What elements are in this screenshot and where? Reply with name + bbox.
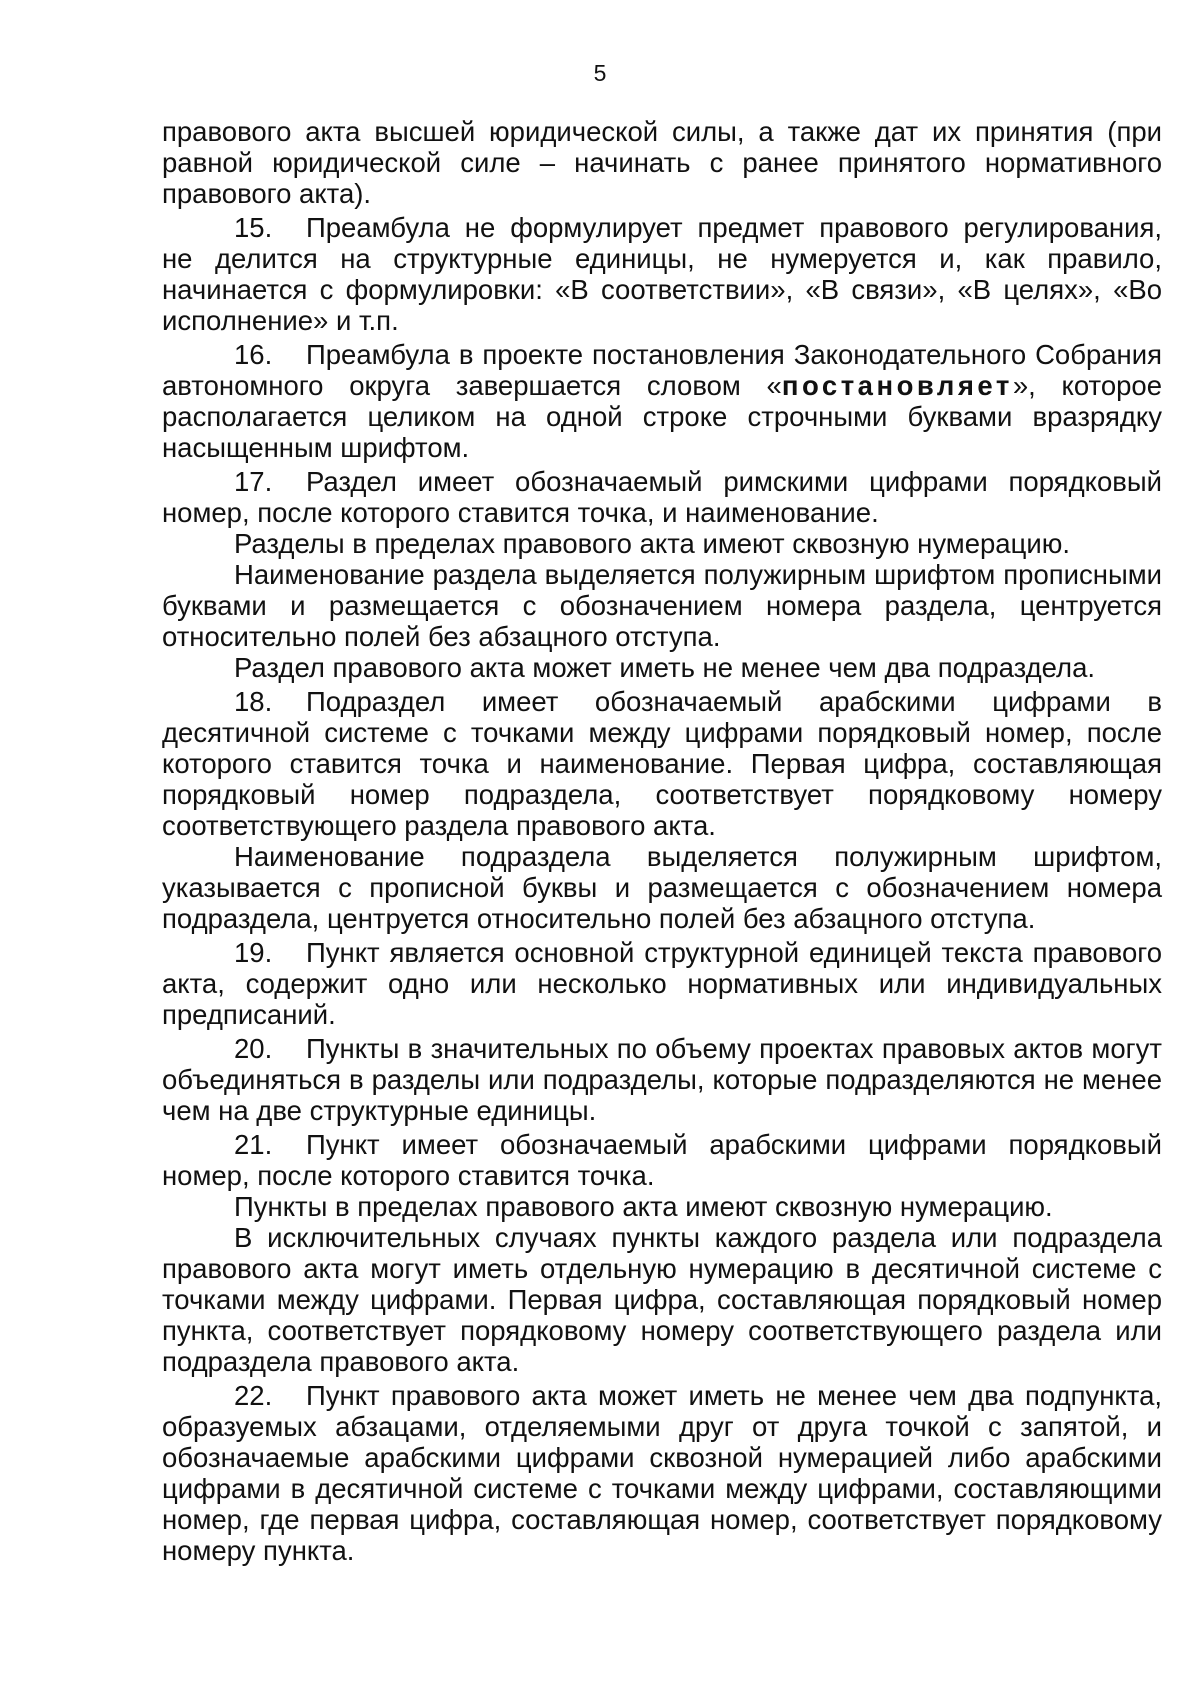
paragraph-text: Пункт правового акта может иметь не менее чем два подпункта, образуемых абзацами, отделяемыми друг от друга точкой с запятой, и обозначаемые арабскими цифрами сквозной нумерацией либо арабскими цифрами в десятичной системе с точками между цифрами, составляющими номер, где первая цифра, составляющая номер, соответствует порядковому номеру пункта. xyxy=(162,1380,1162,1566)
paragraph-text: Пункт имеет обозначаемый арабскими цифрами порядковый номер, после которого ставится точка. xyxy=(162,1129,1162,1191)
paragraph-18-2: Наименование подраздела выделяется полужирным шрифтом, указывается с прописной буквы и размещается с обозначением номера подраздела, центруется относительно полей без абзацного отступа. xyxy=(162,841,1162,934)
paragraph-text: Подраздел имеет обозначаемый арабскими цифрами в десятичной системе с точками между цифрами порядковый номер, после которого ставится точка и наименование. Первая цифра, составляющая порядковый номер подраздела, соответствует порядковому номеру соответствующего раздела правового акта. xyxy=(162,686,1162,841)
item-number: 19. xyxy=(234,937,273,968)
paragraph-17-2: Разделы в пределах правового акта имеют сквозную нумерацию. xyxy=(234,528,1070,559)
item-number: 16. xyxy=(234,339,273,370)
paragraph-text: Пункт является основной структурной единицей текста правового акта, содержит одно или несколько нормативных или индивидуальных предписаний. xyxy=(162,937,1162,1030)
item-number: 22. xyxy=(234,1380,273,1411)
paragraph-22 xyxy=(162,1380,1162,1566)
paragraph-21 xyxy=(162,1129,1162,1191)
item-number: 17. xyxy=(234,466,273,497)
paragraph-text: Пункты в значительных по объему проектах правовых актов могут объединяться в разделы или подразделы, которые подразделяются не менее чем на две структурные единицы. xyxy=(162,1033,1162,1126)
paragraph-17 xyxy=(162,466,1162,528)
paragraph-17-3: Наименование раздела выделяется полужирным шрифтом прописными буквами и размещается с обозначением номера раздела, центруется относительно полей без абзацного отступа. xyxy=(162,559,1162,652)
paragraph-20 xyxy=(162,1033,1162,1126)
paragraph-21-2: Пункты в пределах правового акта имеют сквозную нумерацию. xyxy=(234,1191,1053,1222)
item-number: 18. xyxy=(234,686,273,717)
paragraph-16 xyxy=(162,339,1162,463)
paragraph-19 xyxy=(162,937,1162,1030)
paragraph-text: Преамбула не формулирует предмет правового регулирования, не делится на структурные единицы, не нумеруется и, как правило, начинается с формулировки: «В соответствии», «В связи», «В целях», «Во исполнение» и т.п. xyxy=(162,212,1162,336)
document-body xyxy=(162,116,1162,1566)
paragraph-17-4: Раздел правового акта может иметь не менее чем два подраздела. xyxy=(234,652,1096,683)
paragraph-continuation: правового акта высшей юридической силы, а также дат их принятия (при равной юридической силе – начинать с ранее принятого нормативного правового акта). xyxy=(162,116,1162,209)
paragraph-text: Преамбула в проекте постановления Законодательного Собрания автономного округа завершается словом « xyxy=(162,339,1162,401)
paragraph-15 xyxy=(162,212,1162,336)
paragraph-21-3: В исключительных случаях пункты каждого раздела или подраздела правового акта могут иметь отдельную нумерацию в десятичной системе с точками между цифрами. Первая цифра, составляющая порядковый номер пункта, соответствует порядковому номеру соответствующего раздела или подраздела правового акта. xyxy=(162,1222,1162,1377)
item-number: 21. xyxy=(234,1129,273,1160)
item-number: 15. xyxy=(234,212,273,243)
paragraph-text: », которое располагается целиком на одной строке строчными буквами вразрядку насыщенным шрифтом. xyxy=(162,370,1162,463)
page-number: 5 xyxy=(593,60,607,86)
paragraph-text: Раздел имеет обозначаемый римскими цифрами порядковый номер, после которого ставится точка, и наименование. xyxy=(162,466,1162,528)
emphasized-word: постановляет xyxy=(781,370,1013,401)
item-number: 20. xyxy=(234,1033,273,1064)
paragraph-18 xyxy=(162,686,1162,841)
